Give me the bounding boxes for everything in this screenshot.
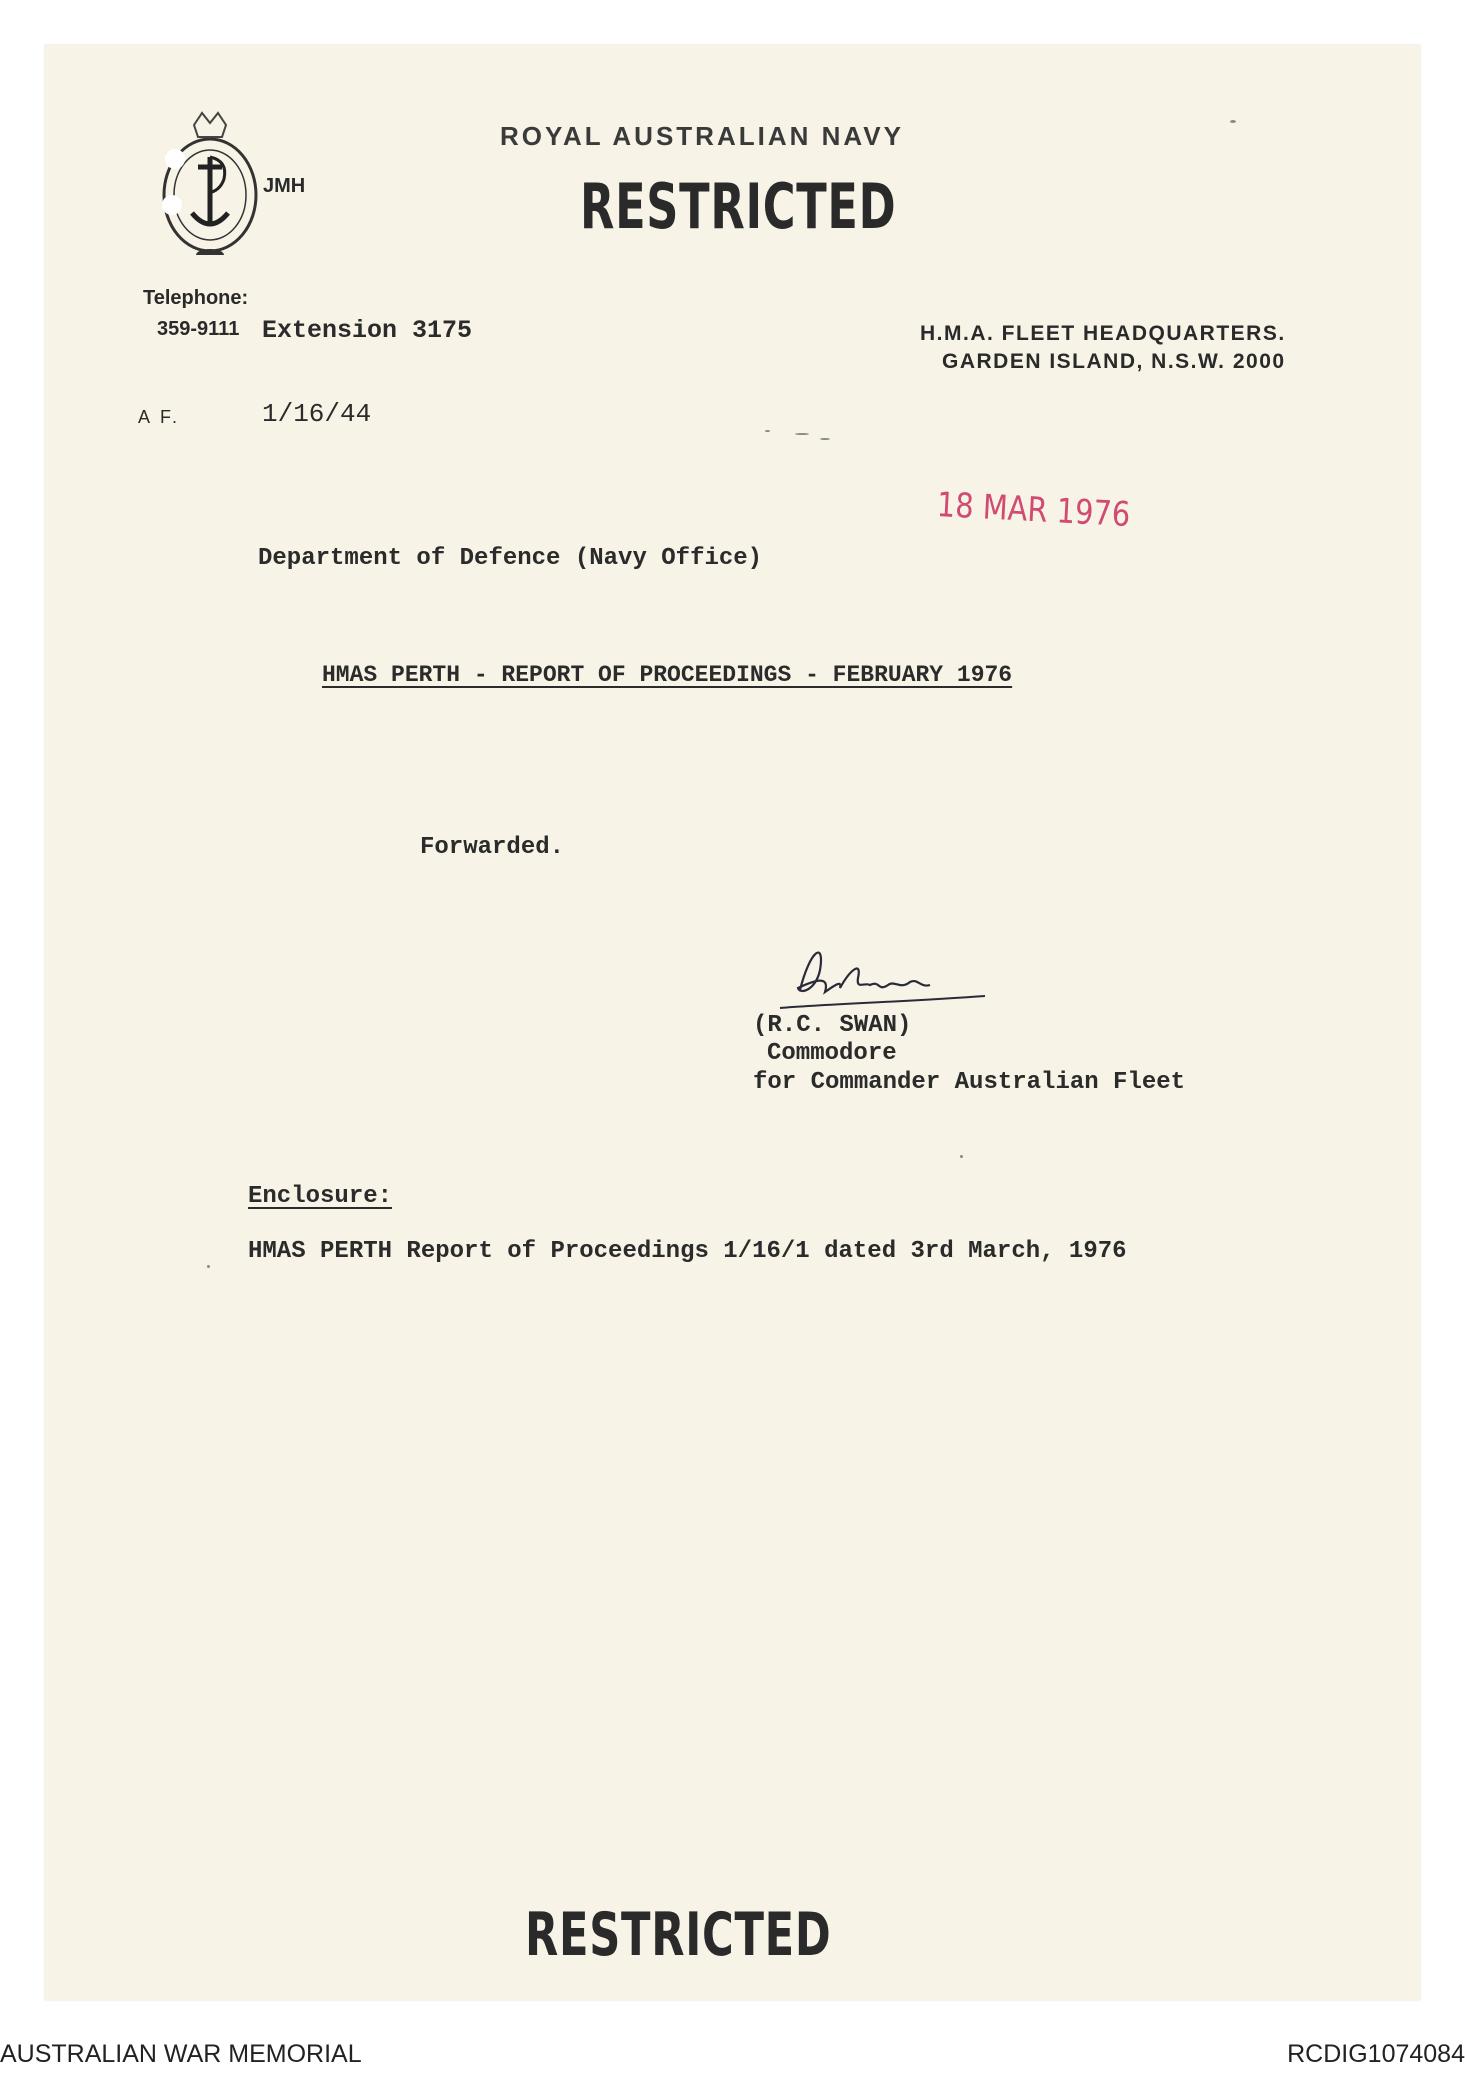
classification-stamp-bottom: RESTRICTED bbox=[525, 1900, 832, 1970]
initials-stamp: JMH bbox=[263, 175, 306, 197]
body-text: Forwarded. bbox=[420, 834, 565, 861]
paper-speck bbox=[1230, 120, 1236, 123]
enclosure-label: Enclosure: bbox=[248, 1183, 393, 1210]
paper-speck bbox=[765, 430, 770, 432]
enclosure-text: HMAS PERTH Report of Proceedings 1/16/1 dated 3rd March, 1976 bbox=[248, 1238, 1127, 1265]
telephone-label: Telephone: bbox=[143, 287, 249, 309]
document-page bbox=[45, 45, 1420, 2000]
organization-heading: ROYAL AUSTRALIAN NAVY bbox=[500, 121, 904, 151]
address-line-2: GARDEN ISLAND, N.S.W. 2000 bbox=[942, 350, 1286, 373]
telephone-extension: Extension 3175 bbox=[262, 316, 473, 345]
address-line-1: H.M.A. FLEET HEADQUARTERS. bbox=[920, 322, 1286, 345]
navy-crest-emblem bbox=[150, 95, 270, 255]
reference-prefix: A F. bbox=[138, 407, 181, 427]
subject-line: HMAS PERTH - REPORT OF PROCEEDINGS - FEBRUARY 1976 bbox=[322, 662, 1013, 688]
received-date-stamp: 18 MAR 1976 bbox=[935, 485, 1132, 536]
reference-number: 1/16/44 bbox=[262, 399, 372, 429]
footer-institution: AUSTRALIAN WAR MEMORIAL bbox=[0, 2040, 362, 2068]
footer-record-id: RCDIG1074084 bbox=[1287, 2040, 1465, 2068]
classification-stamp-top: RESTRICTED bbox=[580, 170, 897, 243]
signatory-rank: Commodore bbox=[767, 1040, 897, 1067]
paper-speck bbox=[207, 1265, 210, 1268]
paper-speck bbox=[960, 1155, 963, 1158]
paper-speck bbox=[820, 438, 830, 440]
signatory-name: (R.C. SWAN) bbox=[753, 1012, 912, 1039]
telephone-number: 359-9111 bbox=[157, 318, 240, 340]
signatory-role: for Commander Australian Fleet bbox=[753, 1069, 1186, 1096]
addressee: Department of Defence (Navy Office) bbox=[258, 545, 763, 572]
paper-speck bbox=[795, 433, 809, 435]
